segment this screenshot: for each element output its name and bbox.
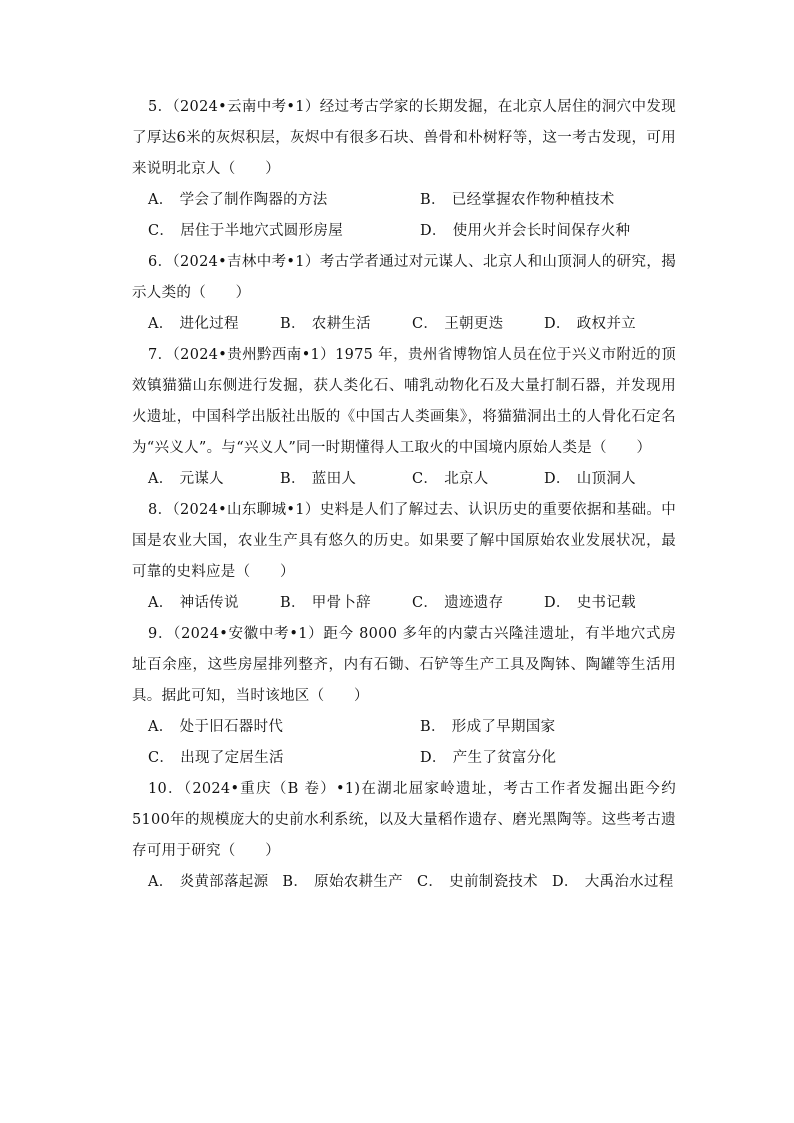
option-b[interactable] xyxy=(282,867,403,898)
option-d[interactable] xyxy=(552,867,674,898)
question-10 xyxy=(132,774,676,898)
option-c[interactable] xyxy=(412,309,544,340)
option-letter: A． xyxy=(148,471,174,487)
option-text: 炎黄部落起源 xyxy=(179,874,269,890)
option-a[interactable] xyxy=(148,309,280,340)
question-stem: 8．（2024•山东聊城•1）史料是人们了解过去、认识历史的重要依据和基础。中国是农业大国，农业生产具有悠久的历史。如果要了解中国原始农业发展状况，最可靠的史料应是（ ） xyxy=(132,502,676,580)
option-text: 甲骨卜辞 xyxy=(311,595,371,611)
option-a[interactable] xyxy=(148,867,268,898)
option-text: 产生了贫富分化 xyxy=(452,750,557,766)
option-text: 元谋人 xyxy=(179,471,224,487)
option-letter: D． xyxy=(544,595,571,611)
option-text: 遗迹遗存 xyxy=(444,595,504,611)
option-text: 形成了早期国家 xyxy=(451,719,556,735)
question-6 xyxy=(132,247,676,340)
option-c[interactable] xyxy=(412,588,544,619)
option-letter: B． xyxy=(280,471,306,487)
option-d[interactable] xyxy=(544,464,676,495)
options xyxy=(132,464,676,495)
question-5 xyxy=(132,92,676,247)
option-letter: C． xyxy=(148,750,175,766)
option-text: 大禹治水过程 xyxy=(584,874,674,890)
option-letter: C． xyxy=(148,223,175,239)
option-letter: C． xyxy=(412,471,439,487)
option-c[interactable] xyxy=(412,464,544,495)
option-text: 蓝田人 xyxy=(311,471,357,487)
question-7 xyxy=(132,340,676,495)
question-stem: 9．（2024•安徽中考•1）距今 8000 多年的内蒙古兴隆洼遗址，有半地穴式房址百余座，这些房屋排列整齐，内有石锄、石铲等生产工具及陶钵、陶罐等生活用具。据此可知，当时该地区（ ） xyxy=(132,626,676,704)
option-a[interactable] xyxy=(148,712,420,743)
option-d[interactable] xyxy=(420,216,692,247)
option-d[interactable] xyxy=(544,588,676,619)
option-text: 居住于半地穴式圆形房屋 xyxy=(180,223,344,239)
option-letter: D． xyxy=(551,874,579,890)
option-letter: A． xyxy=(148,719,174,735)
option-text: 北京人 xyxy=(444,471,489,487)
option-text: 已经掌握农作物种植技术 xyxy=(451,192,615,208)
option-letter: A． xyxy=(148,316,174,332)
option-letter: C． xyxy=(416,874,444,890)
option-b[interactable] xyxy=(420,712,692,743)
option-text: 政权并立 xyxy=(576,316,636,332)
option-letter: A． xyxy=(148,192,174,208)
option-letter: A． xyxy=(148,595,174,611)
option-text: 王朝更迭 xyxy=(444,316,504,332)
option-text: 原始农耕生产 xyxy=(314,874,403,890)
option-letter: B． xyxy=(280,316,306,332)
option-text: 史前制瓷技术 xyxy=(449,874,538,890)
option-text: 史书记载 xyxy=(576,595,636,611)
option-text: 山顶洞人 xyxy=(576,471,636,487)
options xyxy=(132,185,676,247)
option-letter: D． xyxy=(420,750,447,766)
option-text: 出现了定居生活 xyxy=(180,750,284,766)
options xyxy=(132,867,676,898)
option-letter: B． xyxy=(282,874,309,890)
option-text: 神话传说 xyxy=(179,595,239,611)
option-letter: D． xyxy=(420,223,447,239)
question-8 xyxy=(132,495,676,619)
option-a[interactable] xyxy=(148,464,280,495)
option-b[interactable] xyxy=(280,464,412,495)
option-text: 学会了制作陶器的方法 xyxy=(179,192,328,208)
option-text: 处于旧石器时代 xyxy=(179,719,284,735)
options xyxy=(132,712,676,774)
option-letter: D． xyxy=(544,316,571,332)
option-c[interactable] xyxy=(417,867,538,898)
option-text: 农耕生活 xyxy=(311,316,371,332)
option-c[interactable] xyxy=(148,216,420,247)
option-b[interactable] xyxy=(420,185,692,216)
option-letter: B． xyxy=(420,192,446,208)
option-c[interactable] xyxy=(148,743,420,774)
option-b[interactable] xyxy=(280,588,412,619)
question-stem: 10．（2024•重庆（B 卷）•1)在湖北屈家岭遗址，考古工作者发掘出距今约5100年的规模庞大的史前水利系统，以及大量稻作遗存、磨光黑陶等。这些考古遗存可用于研究（ ） xyxy=(132,781,676,859)
option-letter: C． xyxy=(412,595,439,611)
question-9 xyxy=(132,619,676,774)
options xyxy=(132,309,676,340)
option-text: 进化过程 xyxy=(179,316,239,332)
option-a[interactable] xyxy=(148,185,420,216)
question-list xyxy=(132,92,676,898)
question-stem: 7．（2024•贵州黔西南•1）1975 年，贵州省博物馆人员在位于兴义市附近的顶效镇猫猫山东侧进行发掘，获人类化石、哺乳动物化石及大量打制石器，并发现用火遗址，中国科学出版社出版的《中国古人类画集》，将猫猫洞出土的人骨化石定名为“兴义人”。与“兴义人”同一时期懂得人工取火的中国境内原始人类是（ ） xyxy=(132,347,676,456)
options xyxy=(132,588,676,619)
option-letter: A． xyxy=(148,874,174,890)
option-letter: D． xyxy=(544,471,571,487)
question-stem: 5．（2024•云南中考•1）经过考古学家的长期发掘，在北京人居住的洞穴中发现了厚达6米的灰烬积层，灰烬中有很多石块、兽骨和朴树籽等，这一考古发现，可用来说明北京人（ ） xyxy=(132,99,676,177)
option-d[interactable] xyxy=(420,743,692,774)
question-stem: 6．（2024•吉林中考•1）考古学者通过对元谋人、北京人和山顶洞人的研究，揭示人类的（ ） xyxy=(132,254,676,301)
option-letter: C． xyxy=(412,316,439,332)
option-letter: B． xyxy=(280,595,306,611)
option-b[interactable] xyxy=(280,309,412,340)
option-letter: B． xyxy=(420,719,446,735)
option-d[interactable] xyxy=(544,309,676,340)
option-text: 使用火并会长时间保存火种 xyxy=(452,223,631,239)
option-a[interactable] xyxy=(148,588,280,619)
